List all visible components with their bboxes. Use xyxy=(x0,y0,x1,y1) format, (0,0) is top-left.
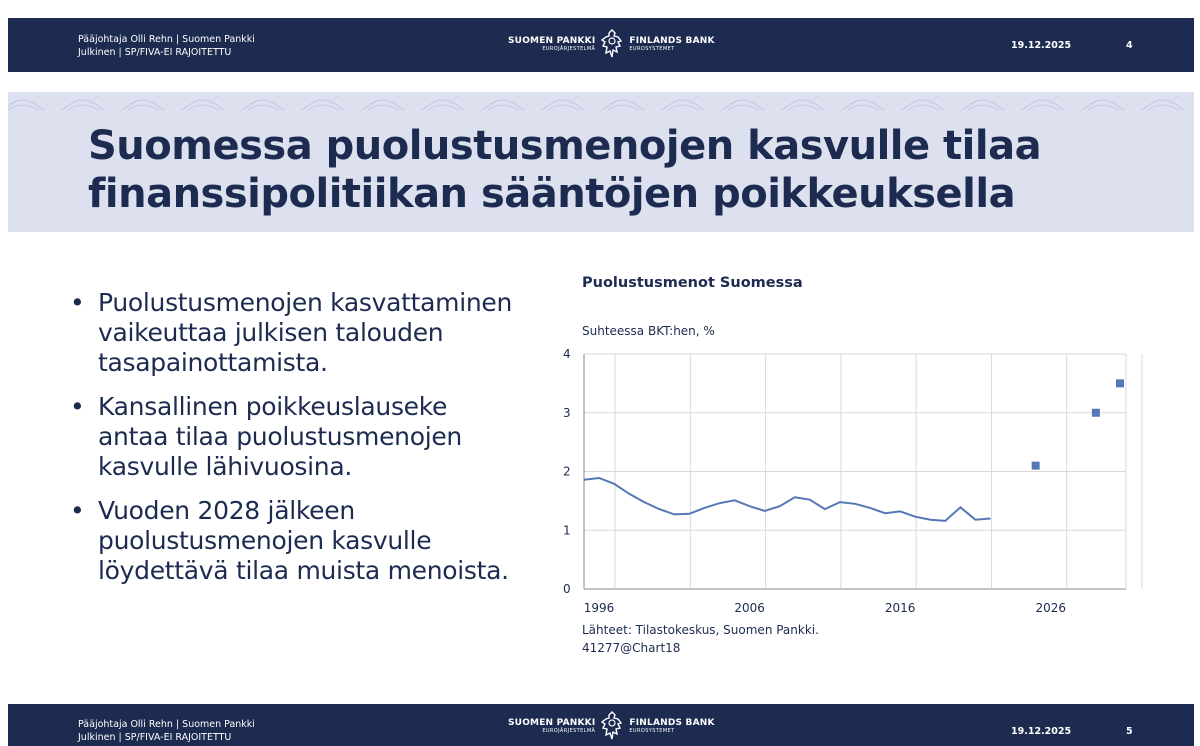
defense-spending-chart xyxy=(550,340,1150,620)
x-tick-label: 2026 xyxy=(1035,601,1066,615)
logo-right-sub: EUROSYSTEMET xyxy=(629,728,675,734)
forecast-marker xyxy=(1116,379,1124,387)
forecast-marker xyxy=(1032,462,1040,470)
bullet-list xyxy=(70,288,520,600)
header-meta xyxy=(78,33,255,59)
chart-unit-label: Suhteessa BKT:hen, % xyxy=(582,324,715,338)
bullet-dot-icon: • xyxy=(70,392,85,421)
x-tick-label: 2016 xyxy=(884,601,916,615)
header-date: 19.12.2025 xyxy=(1011,40,1072,51)
logo-right-name: FINLANDS BANK xyxy=(629,36,715,46)
bullet-text: Puolustusmenojen kasvattaminen vaikeuttaa julkisen talouden tasapainottamista. xyxy=(98,288,513,377)
footer-presenter: Pääjohtaja Olli Rehn | Suomen Pankki xyxy=(78,719,255,730)
bank-logo-footer xyxy=(508,710,715,742)
chart-title: Puolustusmenot Suomessa xyxy=(582,275,803,291)
logo-left-name: SUOMEN PANKKI xyxy=(508,718,596,728)
header-classification: Julkinen | SP/FIVA-EI RAJOITETTU xyxy=(78,47,232,58)
logo-left-sub: EUROJÄRJESTELMÄ xyxy=(542,46,596,52)
chart-source xyxy=(582,621,819,657)
x-tick-label: 1996 xyxy=(583,601,615,615)
footer-classification: Julkinen | SP/FIVA-EI RAJOITETTU xyxy=(78,732,232,743)
lion-emblem-icon xyxy=(599,28,625,60)
title-band xyxy=(8,92,1194,232)
bullet-text: Vuoden 2028 jälkeen puolustusmenojen kasvulle löydettävä tilaa muista menoista. xyxy=(98,496,509,585)
slide-title: Suomessa puolustusmenojen kasvulle tilaa finanssipolitiikan sääntöjen poikkeuksella xyxy=(88,123,1042,217)
chart-source-text: Lähteet: Tilastokeskus, Suomen Pankki. xyxy=(582,623,819,637)
y-tick-label: 3 xyxy=(563,405,571,420)
footer-bar xyxy=(8,704,1194,746)
logo-left-name: SUOMEN PANKKI xyxy=(508,36,596,46)
y-tick-label: 0 xyxy=(563,582,571,596)
y-tick-label: 2 xyxy=(563,464,571,479)
logo-right-name: FINLANDS BANK xyxy=(629,718,715,728)
lion-emblem-icon xyxy=(599,710,625,742)
bullet-item xyxy=(70,392,520,482)
bullet-dot-icon: • xyxy=(70,496,85,525)
x-tick-label: 2006 xyxy=(734,601,765,615)
footer-meta xyxy=(78,718,255,744)
logo-left-sub: EUROJÄRJESTELMÄ xyxy=(542,728,596,734)
bank-logo xyxy=(508,28,715,60)
decorative-wave-pattern xyxy=(8,92,1194,110)
header-presenter: Pääjohtaja Olli Rehn | Suomen Pankki xyxy=(78,34,255,45)
y-tick-label: 1 xyxy=(563,523,571,538)
y-tick-label: 4 xyxy=(563,347,571,361)
forecast-marker xyxy=(1092,409,1100,417)
series-line-defense-spending xyxy=(584,478,991,521)
bullet-item xyxy=(70,496,520,586)
chart-id-text: 41277@Chart18 xyxy=(582,641,681,655)
bullet-item xyxy=(70,288,520,378)
footer-page-number: 5 xyxy=(1126,726,1133,737)
logo-right-sub: EUROSYSTEMET xyxy=(629,46,675,52)
header-bar xyxy=(8,18,1194,72)
bullet-text: Kansallinen poikkeuslauseke antaa tilaa puolustusmenojen kasvulle lähivuosina. xyxy=(98,392,462,481)
header-page-number: 4 xyxy=(1126,40,1133,51)
footer-date: 19.12.2025 xyxy=(1011,726,1072,737)
bullet-dot-icon: • xyxy=(70,288,85,317)
